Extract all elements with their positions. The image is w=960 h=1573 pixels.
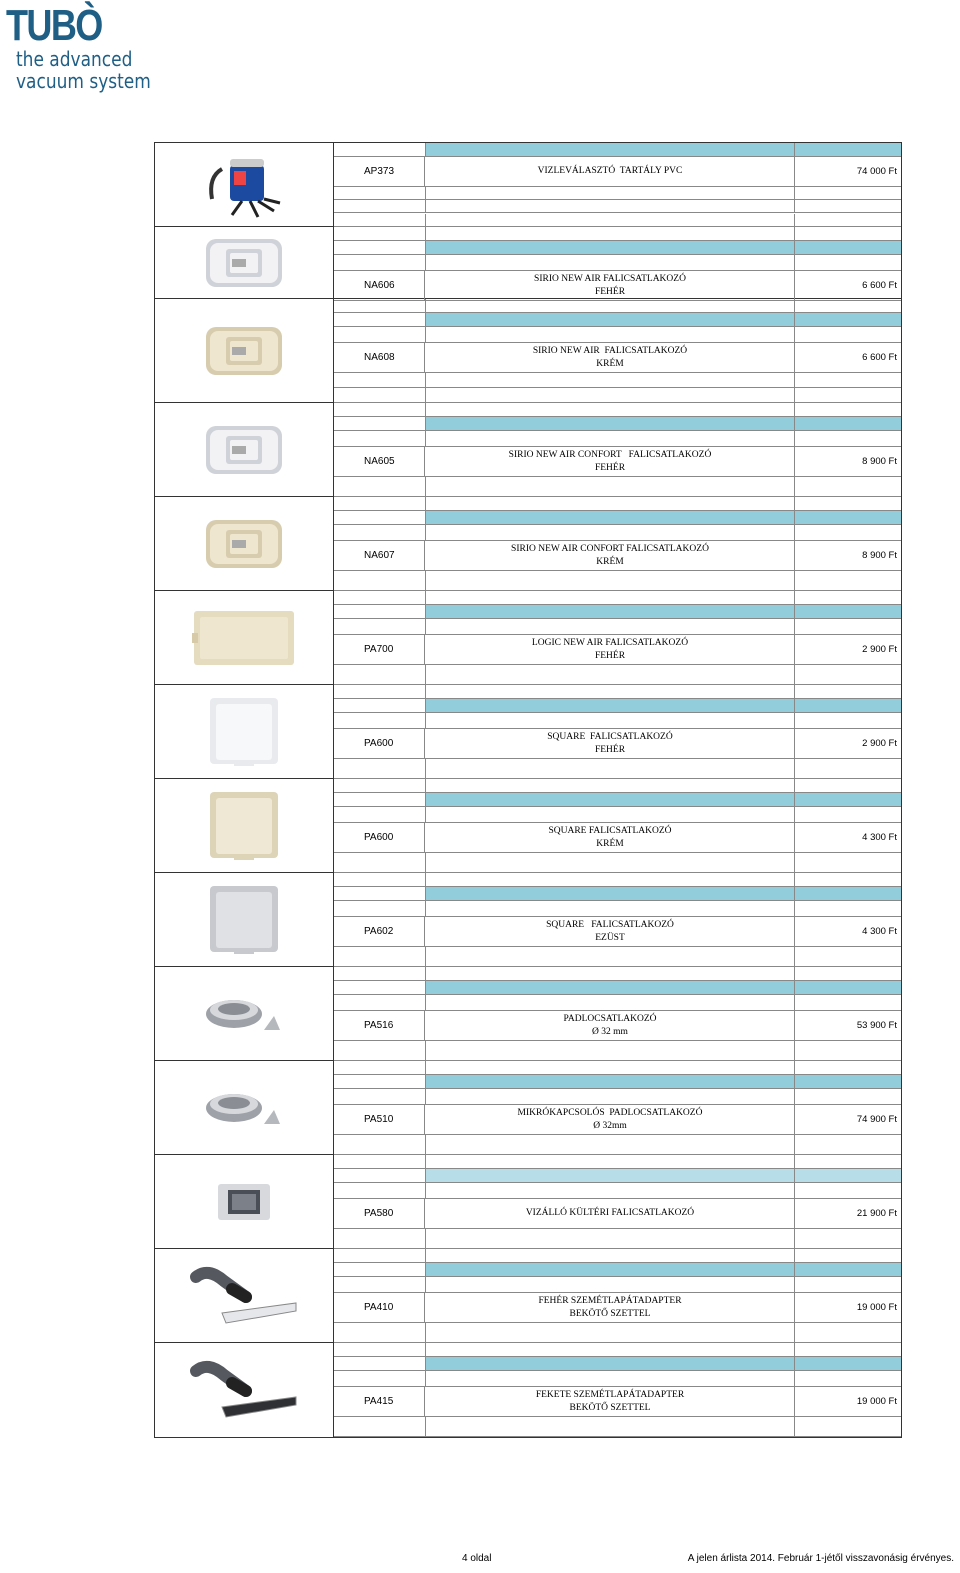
product-image [155, 685, 334, 778]
product-image [155, 967, 334, 1060]
blue-header-strip [334, 605, 901, 619]
product-description-line-1: SIRIO NEW AIR CONFORT FALICSATLAKOZÓ [508, 449, 712, 460]
product-description-line-2: EZÜST [595, 932, 625, 943]
product-price: 4 300 Ft [862, 926, 897, 937]
product-description-line-1: SIRIO NEW AIR FALICSATLAKOZÓ [534, 273, 686, 284]
blank-strip [334, 187, 901, 200]
blank-strip [334, 1155, 901, 1169]
product-code: NA606 [334, 271, 425, 300]
product-price: 74 000 Ft [856, 166, 897, 177]
price-list-table [154, 142, 902, 1438]
blank-strip [334, 1323, 901, 1343]
blank-strip [334, 807, 901, 823]
product-description-line-2: Ø 32 mm [592, 1026, 628, 1037]
blank-strip [334, 299, 901, 313]
blue-header-strip [334, 417, 901, 431]
product-code: PA700 [334, 635, 425, 664]
product-code: NA608 [334, 343, 425, 372]
product-row [155, 779, 901, 873]
blank-strip [334, 713, 901, 729]
product-description-line-1: FEHÉR SZEMÉTLAPÁTADAPTER [538, 1295, 682, 1306]
page-number: 4 oldal [462, 1553, 492, 1564]
product-row [155, 685, 901, 779]
product-price: 8 900 Ft [862, 456, 897, 467]
product-image [155, 779, 334, 872]
product-code: NA607 [334, 541, 425, 570]
product-description-line-2: KRÉM [596, 358, 624, 369]
product-description-line-2: KRÉM [596, 838, 624, 849]
blank-strip [334, 327, 901, 343]
product-description-line-1: MIKRÓKAPCSOLÓS PADLOCSATLAKOZÓ [517, 1107, 703, 1118]
blue-header-strip [334, 1263, 901, 1277]
product-code: AP373 [334, 157, 425, 186]
product-code: PA415 [334, 1387, 425, 1416]
blank-strip [334, 779, 901, 793]
blank-strip [334, 373, 901, 388]
blank-strip [334, 1061, 901, 1075]
blank-strip [334, 591, 901, 605]
product-main-line [334, 823, 901, 853]
blank-strip [334, 497, 901, 511]
product-description-line-2: FEHÉR [594, 650, 626, 661]
logo-tagline-1: the advanced [16, 47, 133, 71]
product-price: 2 900 Ft [862, 644, 897, 655]
product-main-line [334, 729, 901, 759]
blank-strip [334, 1135, 901, 1155]
product-main-line [334, 1199, 901, 1229]
blank-strip [334, 685, 901, 699]
blue-header-strip [334, 887, 901, 901]
blank-strip [334, 1249, 901, 1263]
product-image [155, 591, 334, 684]
product-description-line-1: LOGIC NEW AIR FALICSATLAKOZÓ [531, 637, 689, 648]
product-main-line [334, 1293, 901, 1323]
product-row [155, 591, 901, 685]
product-description [426, 1011, 795, 1040]
product-code: PA600 [334, 729, 425, 758]
product-description-line-1: VIZLEVÁLASZTÓ TARTÁLY PVC [537, 166, 683, 176]
product-image [155, 873, 334, 966]
product-main-line [334, 635, 901, 665]
product-description [426, 1199, 795, 1228]
product-row [155, 143, 901, 227]
product-code: PA410 [334, 1293, 425, 1322]
product-description [426, 1387, 795, 1416]
product-description-line-1: FEKETE SZEMÉTLAPÁTADAPTER [535, 1389, 685, 1400]
blank-strip [334, 901, 901, 917]
product-code: PA580 [334, 1199, 425, 1228]
blank-strip [334, 1183, 901, 1199]
blank-strip [334, 873, 901, 887]
blank-strip [334, 388, 901, 403]
logo-tagline-2: vacuum system [16, 69, 151, 93]
validity-note: A jelen árlista 2014. Február 1-jétől visszavonásig érvényes. [687, 1553, 954, 1564]
blank-strip [334, 214, 901, 227]
blue-header-strip [334, 1169, 901, 1183]
product-code: PA600 [334, 823, 425, 852]
product-price: 6 600 Ft [862, 352, 897, 363]
product-image [155, 299, 334, 402]
product-row [155, 299, 901, 403]
product-description [426, 635, 795, 664]
blue-header-strip [334, 241, 901, 255]
product-main-line [334, 1011, 901, 1041]
product-price: 6 600 Ft [862, 280, 897, 291]
product-description-line-1: SQUARE FALICSATLAKOZÓ [548, 825, 672, 836]
product-row [155, 873, 901, 967]
blank-strip [334, 571, 901, 591]
blue-header-strip [334, 511, 901, 525]
product-image [155, 227, 334, 298]
product-main-line [334, 541, 901, 571]
product-row [155, 227, 901, 299]
product-price: 19 000 Ft [856, 1302, 897, 1313]
blank-strip [334, 477, 901, 497]
product-description-line-2: FEHÉR [594, 286, 626, 297]
blank-strip [334, 525, 901, 541]
product-description [426, 917, 795, 946]
product-description [426, 823, 795, 852]
blue-header-strip [334, 143, 901, 157]
product-description [426, 447, 795, 476]
product-image [155, 143, 334, 226]
blank-strip [334, 665, 901, 685]
product-price: 74 900 Ft [856, 1114, 897, 1125]
product-main-line [334, 1105, 901, 1135]
product-description-line-2: Ø 32mm [593, 1120, 627, 1131]
blank-strip [334, 200, 901, 213]
product-main-line [334, 157, 901, 187]
product-description-line-1: PADLOCSATLAKOZÓ [563, 1013, 657, 1024]
blank-strip [334, 1229, 901, 1249]
blank-strip [334, 1417, 901, 1437]
product-price: 8 900 Ft [862, 550, 897, 561]
product-row [155, 1155, 901, 1249]
product-row [155, 967, 901, 1061]
product-price: 19 000 Ft [856, 1396, 897, 1407]
product-image [155, 1061, 334, 1154]
product-image [155, 403, 334, 496]
product-row [155, 403, 901, 497]
product-price: 21 900 Ft [856, 1208, 897, 1219]
product-code: PA602 [334, 917, 425, 946]
product-description-line-1: SIRIO NEW AIR CONFORT FALICSATLAKOZÓ [511, 543, 709, 554]
product-description-line-2: BEKÖTŐ SZETTEL [569, 1308, 651, 1319]
blue-header-strip [334, 793, 901, 807]
product-code: PA516 [334, 1011, 425, 1040]
blank-strip [334, 403, 901, 417]
product-main-line [334, 447, 901, 477]
product-description [426, 343, 795, 372]
product-image [155, 1155, 334, 1248]
product-row [155, 1343, 901, 1437]
blank-strip [334, 255, 901, 271]
product-row [155, 497, 901, 591]
logo-brand-text: TUBÒ [6, 1, 102, 50]
product-description [426, 157, 795, 186]
product-description-line-1: SIRIO NEW AIR FALICSATLAKOZÓ [532, 345, 688, 356]
blank-strip [334, 759, 901, 779]
blank-strip [334, 1277, 901, 1293]
product-main-line [334, 917, 901, 947]
product-description-line-2: FEHÉR [594, 744, 626, 755]
blue-header-strip [334, 1075, 901, 1089]
product-image [155, 1249, 334, 1342]
blank-strip [334, 853, 901, 873]
product-row [155, 1249, 901, 1343]
blank-strip [334, 227, 901, 241]
product-price: 2 900 Ft [862, 738, 897, 749]
blank-strip [334, 947, 901, 967]
blue-header-strip [334, 699, 901, 713]
blank-strip [334, 995, 901, 1011]
product-description [426, 1293, 795, 1322]
product-description [426, 729, 795, 758]
product-code: PA510 [334, 1105, 425, 1134]
product-image [155, 497, 334, 590]
product-description-line-2: BEKÖTŐ SZETTEL [569, 1402, 651, 1413]
blank-strip [334, 619, 901, 635]
product-description-line-1: SQUARE FALICSATLAKOZÓ [546, 919, 674, 930]
product-code: NA605 [334, 447, 425, 476]
blank-strip [334, 1041, 901, 1061]
blank-strip [334, 967, 901, 981]
blue-header-strip [334, 1357, 901, 1371]
blank-strip [334, 1089, 901, 1105]
product-price: 53 900 Ft [856, 1020, 897, 1031]
product-description [426, 541, 795, 570]
product-description [426, 271, 795, 300]
product-description-line-2: KRÉM [596, 556, 624, 567]
product-main-line [334, 271, 901, 301]
product-main-line [334, 1387, 901, 1417]
product-main-line [334, 343, 901, 373]
blank-strip [334, 1343, 901, 1357]
blank-strip [334, 431, 901, 447]
product-description-line-1: SQUARE FALICSATLAKOZÓ [547, 731, 673, 742]
blue-header-strip [334, 981, 901, 995]
product-description-line-2: FEHÉR [594, 462, 626, 473]
product-description [426, 1105, 795, 1134]
brand-logo [6, 1, 166, 94]
product-row [155, 1061, 901, 1155]
product-description-line-1: VIZÁLLÓ KÜLTÉRI FALICSATLAKOZÓ [525, 1208, 695, 1218]
blue-header-strip [334, 313, 901, 327]
product-price: 4 300 Ft [862, 832, 897, 843]
product-image [155, 1343, 334, 1437]
blank-strip [334, 1371, 901, 1387]
